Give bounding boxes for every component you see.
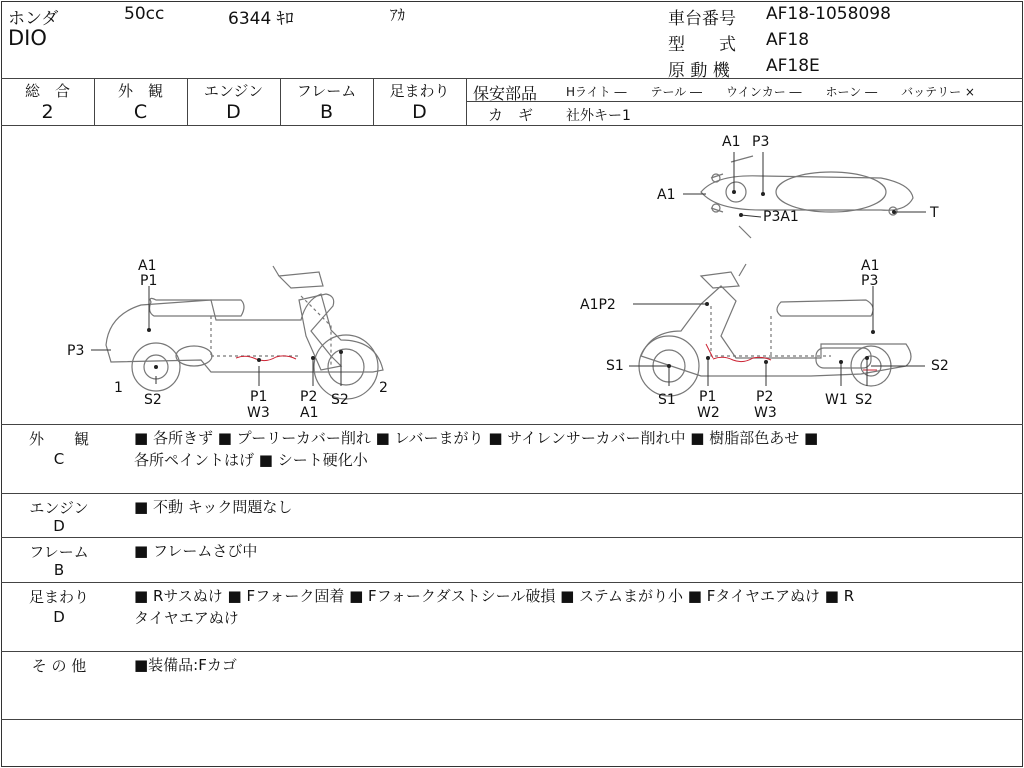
label: W3 — [247, 405, 270, 421]
label: S2 — [855, 392, 873, 408]
color: ｱｶ — [390, 6, 406, 24]
remark-label-suspension: 足まわり — [28, 588, 89, 606]
key-label: カ ギ — [488, 106, 534, 124]
right-scooter-front — [701, 264, 746, 288]
type-label: 型 式 — [668, 35, 736, 55]
engine-grade-label: エンジン — [203, 82, 264, 100]
maker: ホンダ — [8, 9, 59, 29]
suspension-grade-label: 足まわり — [389, 82, 450, 100]
label: W2 — [697, 405, 720, 421]
overall-label: 総 合 — [24, 82, 70, 100]
label: P1 — [140, 273, 158, 289]
label: 1 — [114, 380, 123, 396]
safety-label: 保安部品 — [473, 84, 538, 103]
remark-label-other: そ の 他 — [31, 657, 87, 675]
label: P1 — [699, 389, 717, 405]
label: A1 — [861, 258, 880, 274]
remark-grade-engine: D — [53, 517, 65, 535]
label: P3 — [752, 134, 770, 150]
remark-grade-frame: B — [53, 561, 65, 579]
type-value: AF18 — [766, 30, 810, 50]
remark-text-suspension: ■ Rサスぬけ ■ Fフォーク固着 ■ Fフォークダストシール破損 ■ ステムまがり小 ■ Fタイヤエアぬけ ■ R — [134, 587, 855, 605]
remark-label-engine: エンジン — [29, 499, 89, 517]
label: 2 — [379, 380, 388, 396]
label: S2 — [931, 358, 949, 374]
label: S1 — [658, 392, 676, 408]
exterior-label: 外 観 — [117, 82, 163, 100]
label: A1 — [657, 187, 676, 203]
key-value: 社外キー1 — [566, 108, 631, 124]
remark-text-other: ■装備品:Fカゴ — [134, 656, 237, 674]
scratch-mark — [706, 344, 713, 358]
damage-diagram — [1, 126, 1023, 424]
divider — [1, 424, 1023, 425]
label: P3 — [67, 343, 85, 359]
label: P2 — [756, 389, 774, 405]
remark-grade-suspension: D — [53, 608, 65, 626]
divider — [1, 78, 1023, 79]
right-scooter-seat — [777, 300, 873, 316]
label: P3 — [861, 273, 879, 289]
remark-text-frame: ■ フレームさび中 — [134, 542, 258, 560]
left-scooter-handle — [273, 266, 323, 288]
frame-grade: B — [319, 101, 334, 123]
label: W1 — [825, 392, 848, 408]
left-scooter-front — [299, 294, 341, 370]
remark-grade-exterior: C — [53, 450, 65, 468]
remark-text-exterior-2: 各所ペイントはげ ■ シート硬化小 — [134, 451, 368, 469]
left-muffler — [176, 346, 212, 366]
remark-label-exterior: 外 観 — [28, 430, 89, 448]
label: P1 — [250, 389, 268, 405]
engine-value: AF18E — [766, 56, 820, 76]
displacement: 50cc — [124, 4, 165, 24]
label: A1 — [722, 134, 741, 150]
divider — [1, 493, 1023, 494]
divider — [1, 651, 1023, 652]
mileage: 6344 ｷﾛ — [228, 9, 294, 29]
remark-text-suspension-2: タイヤエアぬけ — [134, 609, 239, 627]
label: S2 — [144, 392, 162, 408]
remark-text-engine: ■ 不動 キック問題なし — [134, 498, 293, 516]
divider — [1, 719, 1023, 720]
label: A1 — [300, 405, 319, 421]
label: A1 — [138, 258, 157, 274]
divider — [466, 78, 467, 125]
left-front-wheel — [314, 335, 378, 399]
label: T — [930, 205, 939, 221]
frame-no: AF18-1058098 — [766, 4, 891, 24]
label: P3A1 — [763, 209, 799, 225]
label: W3 — [754, 405, 777, 421]
label: S1 — [606, 358, 624, 374]
model-name: DIO — [8, 26, 47, 50]
overall-grade: 2 — [41, 101, 54, 123]
remark-label-frame: フレーム — [29, 543, 89, 561]
remark-text-exterior: ■ 各所きず ■ プーリーカバー削れ ■ レバーまがり ■ サイレンサーカバー削れ中 ■ 樹脂部色あせ ■ — [134, 429, 819, 447]
exterior-grade: C — [133, 101, 148, 123]
label: A1P2 — [580, 297, 616, 313]
divider — [1, 582, 1023, 583]
label: S2 — [331, 392, 349, 408]
frame-grade-label: フレーム — [296, 82, 357, 100]
frame-no-label: 車台番号 — [668, 9, 736, 29]
label: P2 — [300, 389, 318, 405]
divider — [467, 101, 1023, 102]
engine-grade: D — [226, 101, 241, 123]
safety-items: Hライト ― テール ― ウインカー ― ホーン ― バッテリー × — [566, 85, 975, 99]
divider — [1, 537, 1023, 538]
engine-label: 原 動 機 — [668, 61, 730, 81]
right-muffler — [816, 348, 871, 368]
suspension-grade: D — [412, 101, 427, 123]
